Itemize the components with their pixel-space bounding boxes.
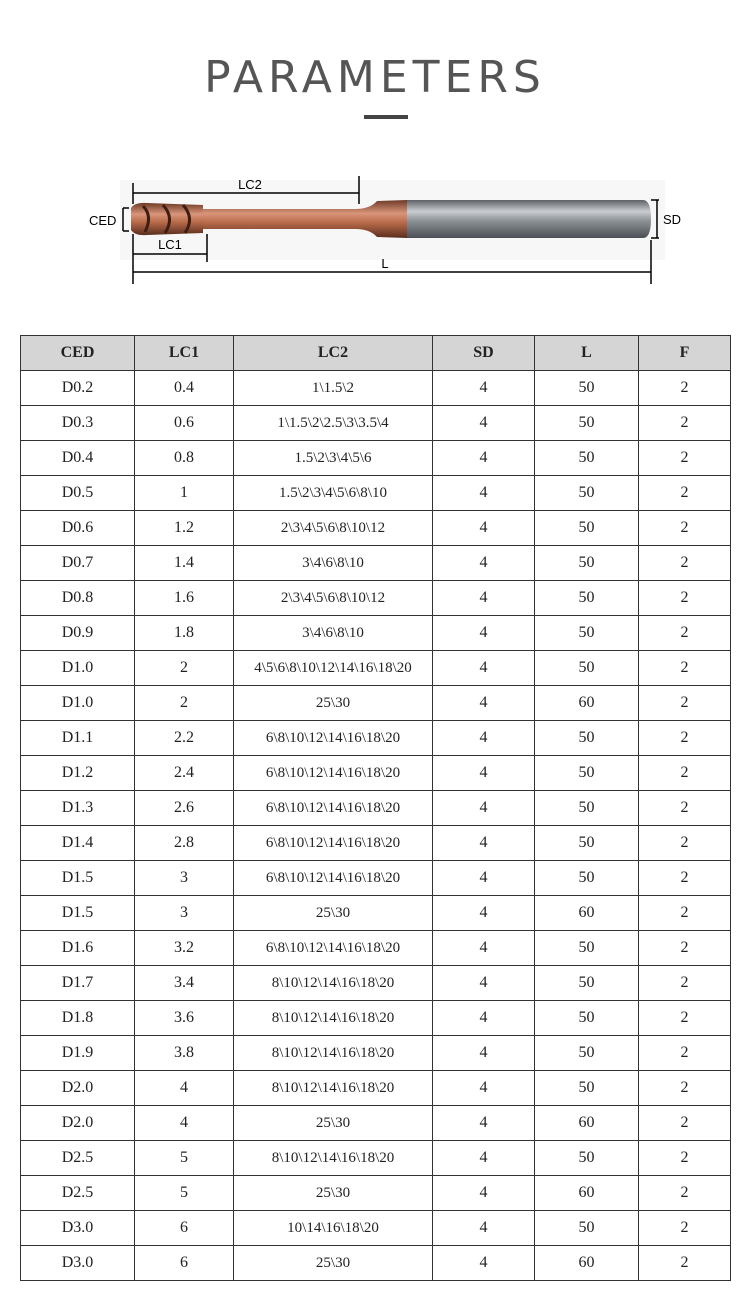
cell-sd: 4 — [433, 546, 535, 581]
cell-lc2: 1.5\2\3\4\5\6\8\10 — [234, 476, 433, 511]
cell-lc2: 1\1.5\2\2.5\3\3.5\4 — [234, 406, 433, 441]
table-row — [21, 931, 731, 966]
table-row — [21, 1071, 731, 1106]
title-underline — [364, 115, 408, 119]
cell-sd: 4 — [433, 616, 535, 651]
lc2-label: LC2 — [238, 177, 262, 192]
ced-label: CED — [89, 213, 117, 228]
cell-ced: D1.2 — [21, 756, 135, 791]
cell-l: 50 — [535, 966, 639, 1001]
cell-lc1: 5 — [135, 1176, 234, 1211]
cell-lc2: 8\10\12\14\16\18\20 — [234, 1036, 433, 1071]
cell-lc1: 3.2 — [135, 931, 234, 966]
cell-lc2: 2\3\4\5\6\8\10\12 — [234, 581, 433, 616]
cell-sd: 4 — [433, 896, 535, 931]
parameters-table — [20, 335, 731, 1281]
cell-f: 2 — [639, 1001, 731, 1036]
cell-sd: 4 — [433, 826, 535, 861]
cell-sd: 4 — [433, 406, 535, 441]
cell-f: 2 — [639, 931, 731, 966]
cell-sd: 4 — [433, 1211, 535, 1246]
table-row — [21, 616, 731, 651]
cell-l: 60 — [535, 1246, 639, 1281]
cell-f: 2 — [639, 721, 731, 756]
cell-lc2: 25\30 — [234, 896, 433, 931]
cell-f: 2 — [639, 686, 731, 721]
table-row — [21, 756, 731, 791]
cell-ced: D0.3 — [21, 406, 135, 441]
cell-sd: 4 — [433, 476, 535, 511]
cell-lc1: 3 — [135, 861, 234, 896]
cell-ced: D0.7 — [21, 546, 135, 581]
cell-ced: D1.0 — [21, 686, 135, 721]
cell-ced: D0.6 — [21, 511, 135, 546]
table-row — [21, 826, 731, 861]
cell-lc1: 2.6 — [135, 791, 234, 826]
cell-lc2: 1\1.5\2 — [234, 371, 433, 406]
cell-lc2: 8\10\12\14\16\18\20 — [234, 1141, 433, 1176]
cell-lc1: 2 — [135, 686, 234, 721]
l-label: L — [381, 256, 389, 271]
cell-ced: D1.5 — [21, 896, 135, 931]
cell-lc1: 4 — [135, 1106, 234, 1141]
cell-lc1: 2.8 — [135, 826, 234, 861]
table-row — [21, 1141, 731, 1176]
cell-lc2: 8\10\12\14\16\18\20 — [234, 1001, 433, 1036]
table-row — [21, 686, 731, 721]
cell-f: 2 — [639, 511, 731, 546]
lc1-label: LC1 — [158, 237, 182, 252]
cell-lc2: 2\3\4\5\6\8\10\12 — [234, 511, 433, 546]
cell-f: 2 — [639, 651, 731, 686]
cell-lc1: 1.4 — [135, 546, 234, 581]
cell-l: 50 — [535, 791, 639, 826]
table-row — [21, 651, 731, 686]
cell-ced: D3.0 — [21, 1211, 135, 1246]
cell-l: 50 — [535, 616, 639, 651]
cell-ced: D0.8 — [21, 581, 135, 616]
cell-sd: 4 — [433, 686, 535, 721]
cell-ced: D1.7 — [21, 966, 135, 1001]
table-row — [21, 546, 731, 581]
cell-l: 50 — [535, 651, 639, 686]
cell-lc2: 6\8\10\12\14\16\18\20 — [234, 721, 433, 756]
table-row — [21, 1001, 731, 1036]
cell-f: 2 — [639, 581, 731, 616]
cell-sd: 4 — [433, 756, 535, 791]
table-row — [21, 896, 731, 931]
cell-f: 2 — [639, 861, 731, 896]
cell-ced: D2.5 — [21, 1176, 135, 1211]
cell-l: 60 — [535, 1176, 639, 1211]
cell-lc1: 0.4 — [135, 371, 234, 406]
cell-l: 60 — [535, 896, 639, 931]
cell-lc2: 3\4\6\8\10 — [234, 546, 433, 581]
cell-lc2: 6\8\10\12\14\16\18\20 — [234, 826, 433, 861]
cell-lc1: 1.8 — [135, 616, 234, 651]
cell-ced: D1.0 — [21, 651, 135, 686]
cell-lc1: 5 — [135, 1141, 234, 1176]
cell-ced: D1.5 — [21, 861, 135, 896]
cell-sd: 4 — [433, 1246, 535, 1281]
table-row — [21, 1106, 731, 1141]
cell-lc1: 0.8 — [135, 441, 234, 476]
cell-sd: 4 — [433, 1176, 535, 1211]
table-row — [21, 966, 731, 1001]
cell-lc1: 3.4 — [135, 966, 234, 1001]
page-title: PARAMETERS — [204, 52, 546, 103]
cell-lc1: 3 — [135, 896, 234, 931]
cell-lc2: 25\30 — [234, 1176, 433, 1211]
cell-l: 50 — [535, 1071, 639, 1106]
sd-label: SD — [663, 212, 682, 227]
cell-f: 2 — [639, 406, 731, 441]
cell-f: 2 — [639, 756, 731, 791]
cell-l: 50 — [535, 511, 639, 546]
cell-f: 2 — [639, 476, 731, 511]
table-row — [21, 1246, 731, 1281]
cell-lc2: 25\30 — [234, 686, 433, 721]
cell-lc1: 1.6 — [135, 581, 234, 616]
cell-lc1: 0.6 — [135, 406, 234, 441]
cell-f: 2 — [639, 896, 731, 931]
cell-f: 2 — [639, 1246, 731, 1281]
cell-f: 2 — [639, 546, 731, 581]
cell-lc2: 4\5\6\8\10\12\14\16\18\20 — [234, 651, 433, 686]
cell-lc2: 8\10\12\14\16\18\20 — [234, 966, 433, 1001]
cell-ced: D1.6 — [21, 931, 135, 966]
table-row — [21, 721, 731, 756]
cell-sd: 4 — [433, 931, 535, 966]
table-row — [21, 511, 731, 546]
cell-lc1: 2.2 — [135, 721, 234, 756]
cell-ced: D0.4 — [21, 441, 135, 476]
cell-lc2: 10\14\16\18\20 — [234, 1211, 433, 1246]
cell-sd: 4 — [433, 651, 535, 686]
cell-lc2: 3\4\6\8\10 — [234, 616, 433, 651]
cell-sd: 4 — [433, 511, 535, 546]
header-ced: CED — [21, 336, 135, 371]
cell-f: 2 — [639, 1106, 731, 1141]
cell-f: 2 — [639, 791, 731, 826]
cell-l: 50 — [535, 756, 639, 791]
cell-lc1: 6 — [135, 1211, 234, 1246]
cell-sd: 4 — [433, 1071, 535, 1106]
cell-lc1: 3.6 — [135, 1001, 234, 1036]
cell-l: 50 — [535, 1211, 639, 1246]
cell-lc1: 1.2 — [135, 511, 234, 546]
cell-l: 50 — [535, 581, 639, 616]
cell-lc2: 6\8\10\12\14\16\18\20 — [234, 861, 433, 896]
cell-sd: 4 — [433, 1036, 535, 1071]
cell-l: 50 — [535, 441, 639, 476]
cell-sd: 4 — [433, 1141, 535, 1176]
cell-l: 50 — [535, 826, 639, 861]
tool-shank — [405, 200, 651, 238]
cell-l: 50 — [535, 1001, 639, 1036]
header-lc2: LC2 — [234, 336, 433, 371]
cell-l: 50 — [535, 406, 639, 441]
cell-sd: 4 — [433, 721, 535, 756]
cell-f: 2 — [639, 371, 731, 406]
table-body — [21, 371, 731, 1281]
header-f: F — [639, 336, 731, 371]
end-mill-diagram — [85, 168, 695, 290]
cell-lc2: 25\30 — [234, 1246, 433, 1281]
cell-f: 2 — [639, 826, 731, 861]
cell-ced: D2.0 — [21, 1071, 135, 1106]
table-row — [21, 1176, 731, 1211]
cell-ced: D2.5 — [21, 1141, 135, 1176]
cell-l: 50 — [535, 371, 639, 406]
cell-lc2: 25\30 — [234, 1106, 433, 1141]
cell-f: 2 — [639, 616, 731, 651]
cell-f: 2 — [639, 441, 731, 476]
table-row — [21, 1211, 731, 1246]
cell-f: 2 — [639, 966, 731, 1001]
cell-ced: D1.8 — [21, 1001, 135, 1036]
cell-ced: D1.1 — [21, 721, 135, 756]
cell-f: 2 — [639, 1176, 731, 1211]
cell-sd: 4 — [433, 371, 535, 406]
cell-l: 50 — [535, 546, 639, 581]
cell-f: 2 — [639, 1071, 731, 1106]
table-row — [21, 441, 731, 476]
cell-ced: D0.9 — [21, 616, 135, 651]
header-lc1: LC1 — [135, 336, 234, 371]
cell-l: 50 — [535, 721, 639, 756]
cell-sd: 4 — [433, 581, 535, 616]
cell-ced: D1.3 — [21, 791, 135, 826]
cell-ced: D0.2 — [21, 371, 135, 406]
table-header-row — [21, 336, 731, 371]
cell-sd: 4 — [433, 966, 535, 1001]
cell-lc1: 1 — [135, 476, 234, 511]
cell-lc1: 4 — [135, 1071, 234, 1106]
cell-lc2: 6\8\10\12\14\16\18\20 — [234, 791, 433, 826]
cell-ced: D3.0 — [21, 1246, 135, 1281]
cell-ced: D1.9 — [21, 1036, 135, 1071]
cell-lc1: 2.4 — [135, 756, 234, 791]
cell-l: 50 — [535, 476, 639, 511]
cell-ced: D1.4 — [21, 826, 135, 861]
cell-lc2: 1.5\2\3\4\5\6 — [234, 441, 433, 476]
cell-l: 50 — [535, 861, 639, 896]
cell-lc1: 6 — [135, 1246, 234, 1281]
cell-l: 50 — [535, 931, 639, 966]
cell-ced: D2.0 — [21, 1106, 135, 1141]
cell-lc1: 2 — [135, 651, 234, 686]
cell-sd: 4 — [433, 1001, 535, 1036]
table-row — [21, 476, 731, 511]
cell-l: 60 — [535, 686, 639, 721]
table-row — [21, 371, 731, 406]
cell-sd: 4 — [433, 861, 535, 896]
table-row — [21, 581, 731, 616]
cell-lc2: 6\8\10\12\14\16\18\20 — [234, 931, 433, 966]
table-row — [21, 861, 731, 896]
table-row — [21, 1036, 731, 1071]
cell-l: 60 — [535, 1106, 639, 1141]
cell-f: 2 — [639, 1211, 731, 1246]
cell-sd: 4 — [433, 1106, 535, 1141]
table-row — [21, 791, 731, 826]
cell-sd: 4 — [433, 791, 535, 826]
header-sd: SD — [433, 336, 535, 371]
cell-ced: D0.5 — [21, 476, 135, 511]
cell-lc2: 8\10\12\14\16\18\20 — [234, 1071, 433, 1106]
header-l: L — [535, 336, 639, 371]
cell-l: 50 — [535, 1036, 639, 1071]
cell-lc2: 6\8\10\12\14\16\18\20 — [234, 756, 433, 791]
table-row — [21, 406, 731, 441]
cell-sd: 4 — [433, 441, 535, 476]
cell-f: 2 — [639, 1036, 731, 1071]
cell-l: 50 — [535, 1141, 639, 1176]
cell-lc1: 3.8 — [135, 1036, 234, 1071]
cell-f: 2 — [639, 1141, 731, 1176]
